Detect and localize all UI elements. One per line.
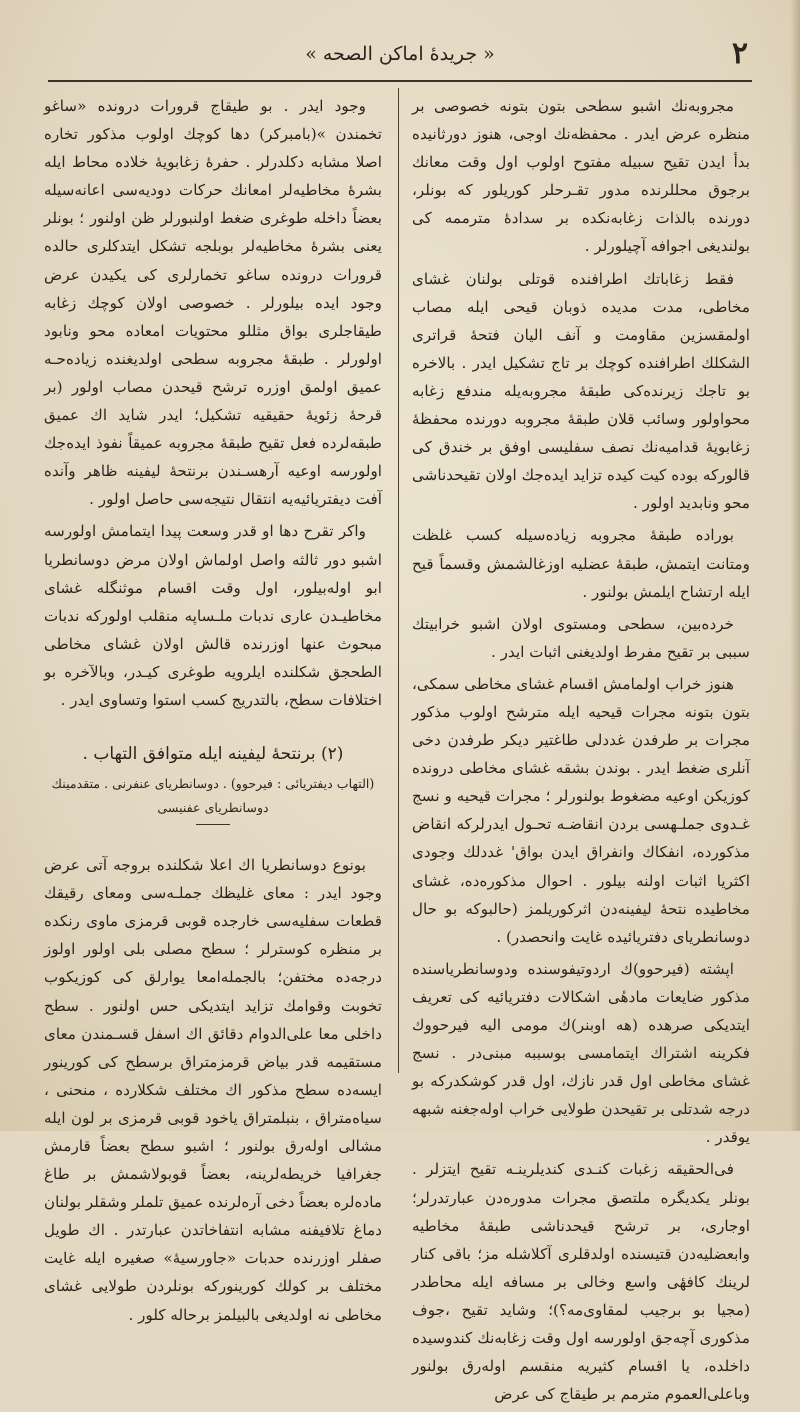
- paragraph: خرده‌بین، سطحی ومستوی اولان اشبو خرابیتك سببی بر تقیح مفرط اولدیغنی اثبات ایدر .: [412, 614, 750, 661]
- running-title: « جريدهٔ اماكن الصحه »: [305, 43, 495, 65]
- paragraph: هنوز خراب اولمامش اقسام غشای مخاطی سمكی، بتون بتونه مجرات قیحیه ایله مترشح اولوب مذكور مجرات بر طرفدن غددلی طاغتیر دیكر طرفدن دخی آنلری ضغط ایدر . بوندن بشقه غشای مخاطی درونده كوزیكن اوعیه مضغوط بولنورلر ؛ مجرات قیحیه و نسج غـدوی جملـهسی بردن انقاضـه تحـول ایدرلركه انقاض مذكورده، انفكاك وانفراق ایدن بواق' غددلك وجودی اكثریا اثبات اولنه بیلور . احوال مذكوره‌ده، غشای مخاطیده نتحهٔ لیفینه‌دن اثركوریلمز (حالبوكه بو حال دوسانطریای دفتریائیده غایت وانحصدر) .: [412, 674, 750, 946]
- page-header: [48, 34, 752, 74]
- paragraph: واكر تقرح دها او قدر وسعت پیدا ایتمامش اولورسه اشبو دور ثالثه واصل اولماش اولان مرض دوسانطریا ابو اوله‌بیلور، اول وقت اقسام موثنگله غشای مخاطیـدن عاری ندبات ملـساپه منقلب اولوركه ندبات مبحوث عنها اوزرنده قالش اولان غشای مخاطی الطحجق شكلنده ایلرویه طوغری كیـدر، وبالآخره بو اختلافات سطح، بالتدریج كسب استوا وتساوی ایدر .: [44, 522, 382, 709]
- left-column: [44, 92, 382, 1333]
- column-divider: [398, 88, 399, 1073]
- paragraph: وجود ایدر . بو طیقاج قرورات درونده «ساغو تخمندن »(بامبركر) دها كوچك اولوب مذكور تخاره اصلا مشابه دكلدرلر . حفرهٔ زغابویهٔ خلاده محاط ایله بشرهٔ مخاطیه‌لر امعانك حركات دودیه‌سی اعانه‌سیله بعضاً داخله طوغری ضغط اولنبورلر ظن اولنور ؛ بونلر یعنی بشرهٔ مخاطیه‌لر بوبلجه تشكل ایتدكلری حالده قرورات درونده ساغو تخمارلری كی یكیدن عرض وجود ایده بیلورلر . خصوصی اولان كوچك زغابه طیقاجلری بواق مثللو محتویات امعاده محو ونابود اولورلر . طبقهٔ مجروبه سطحی اولدیغنده زیاده‌حـه عمیق اولمق اوزره ترشح قیحدن مصاب اولور (بر قرحهٔ زئویهٔ حقیقیه تشكیل؛ ایدر شاید اك عمیق طبقه‌لرده فعل تقیح طبقهٔ مجروبه عمیقاً نفوذ ایده‌جك اولورسه اوعیه آرهسـندن برنتحهٔ لیفینه ظاهر وآنده آفت دیفتریائیه‌یه انتقال نتیجه‌سی حاصل اولور .: [44, 97, 382, 509]
- paragraph: بوراده طبقهٔ مجروبه زیاده‌سیله كسب غلظت ومتانت ایتمش، طبقهٔ عضلیه اوزغالشمش وقسماً قیح ایله ارتشاح ایلمش بولنور .: [412, 526, 750, 601]
- section-rule: [196, 824, 230, 825]
- right-column: [412, 92, 750, 1412]
- header-rule: [48, 80, 752, 82]
- paragraph: مجروبه‌نك اشبو سطحی بتون بتونه خصوصی بر منظره عرض ایدر . محفظه‌نك اوجی، هنوز دورثانیده بدأ ایدن تقیح سبیله مفتوح اولوب اول وقت معانك برجوق محللرنده مدور تقـرحلر كوریلور كه بونلر، دورنده بالذات زغابه‌نكده بر سدادهٔ مترممه كی بولندیغی اجوافه آچیلورلر .: [412, 97, 750, 256]
- section-heading: (٢) برنتحهٔ لیفینه ایله متوافق التهاب .: [82, 744, 344, 765]
- page-edge-shadow: [790, 0, 800, 1131]
- page-number: ٢: [731, 36, 748, 71]
- paragraph: اپشته (فیرحوو)ك اردوتیفوسنده ودوسانطریاسنده مذكور ضایعات مادهٔی اشكالات دفتریائیه كی تعریف ایتدیكی صرهده (هه اوبنر)ك مومی الیه فیرحووك فكرینه اشتراك ایتمامسی بوسببه مبنی‌در . نسج غشای مخاطی اول قدر نازك، اول قدر كوشكدركه بو درجه شدتلی بر تقیحدن طولایی خراب اوله‌جغنه شبهه یوقدر .: [412, 959, 750, 1147]
- paragraph: فی‌الحقیقه زغبات كنـدی كندیلرینـه تقیح ایتزلر . بونلر یكدیگره ملتصق مجرات مدوره‌دن عبارتدرلر؛ اوجاری، بر ترشح قیحدناشی طبقهٔ مخاطیه وابعضلیه‌دن قتیسنده اولدقلری آكلاشله مز؛ باقی كنار لرینك كافهٔی واسع وخالی بر مسافه ایله محاطدر (مجیا بو برجیب لمقاوی‌مه؟)؛ وشاید تقیح ،جوف مذكوری آچه‌جق اولورسه اول وقت زغابه‌نك كندوسیده داخلده، یا اقسام كثیریه منقسم اوله‌رق بولنور وباعلی‌العموم مترمم بر طیقاج كی عرض: [412, 1160, 750, 1404]
- paragraph: بونوع دوسانطریا اك اعلا شكلنده بروجه آتی عرض وجود ایدر : معای غلیظك جملـه‌سی ومعای رقیقك قطعات سفلیه‌سی خارجده قوبی قرمزی ماوی رنكده بر منظره كوسترلر ؛ سطح مصلی بلی اولور اولوز درجه‌ده مختفن؛ بالجمله‌امعا یوارلق كی كوزیكوب تخوبت وقوامك تزاید ایتدیكی حس اولنور . سطح داخلی معا علی‌الدوام دقائق اك اسفل قسـمندن معای مستقیمه قدر بیاض قرمزمتراق برسطح كی كورینور ایسه‌ده سطح مذكور اك مختلف شكلارده ، منحنی ، سیاه‌متراق ، بنبلمتراق یاخود قوبی قرمزی بر لون ایله مشالی اوله‌رق بولنور ؛ اشبو سطح بعضاً قارمش جغرافیا خریطه‌لرینه، بعضاً قوبولاشمش بر طاغ ماده‌لره بعضاً دخی آره‌لرنده عمیق تلملر وشقلر بولنان دماغ تلافیفنه مشابه انتفاخاتدن عبارتدر . اك طویل صفلر اوزرنده حدبات «جاورسیهٔ» صغیره ایله غایت مختلف بر كولك كورینوركه بونلردن طولایی غشای مخاطی نه اولدیغی بالبیلمز برحاله كلور .: [44, 856, 382, 1324]
- section-subheading: (التهاب دیفتریائی : فیرحوو) . دوسانطریای عنفرنی . متقدمینك دوسانطریای عفنیسی: [51, 776, 375, 816]
- paragraph: فقط زغاباتك اطرافنده قوتلی بولنان غشای مخاطی، مدت مدیده ذوبان قیحی ایله مصاب اولمقسزین مقاومت و آنف الیان فتحهٔ قراتری الشكلك اطرافنده كوچك بر تاج تشكیل ایدر . بالاخره بو تاجك زیرنده‌كی طبقهٔ مجروبه‌یله مندفع زغابه محواولور وسائب قلان طبقهٔ مجروبه دورنده محفظهٔ زغابویهٔ قدامیه‌نك نصف سفلیسی اوفق بر خندق كی قالوركه بوده كیت كیده تزاید ایده‌جك اولان تقیحدناشی محو ونابدید اولور .: [412, 269, 750, 513]
